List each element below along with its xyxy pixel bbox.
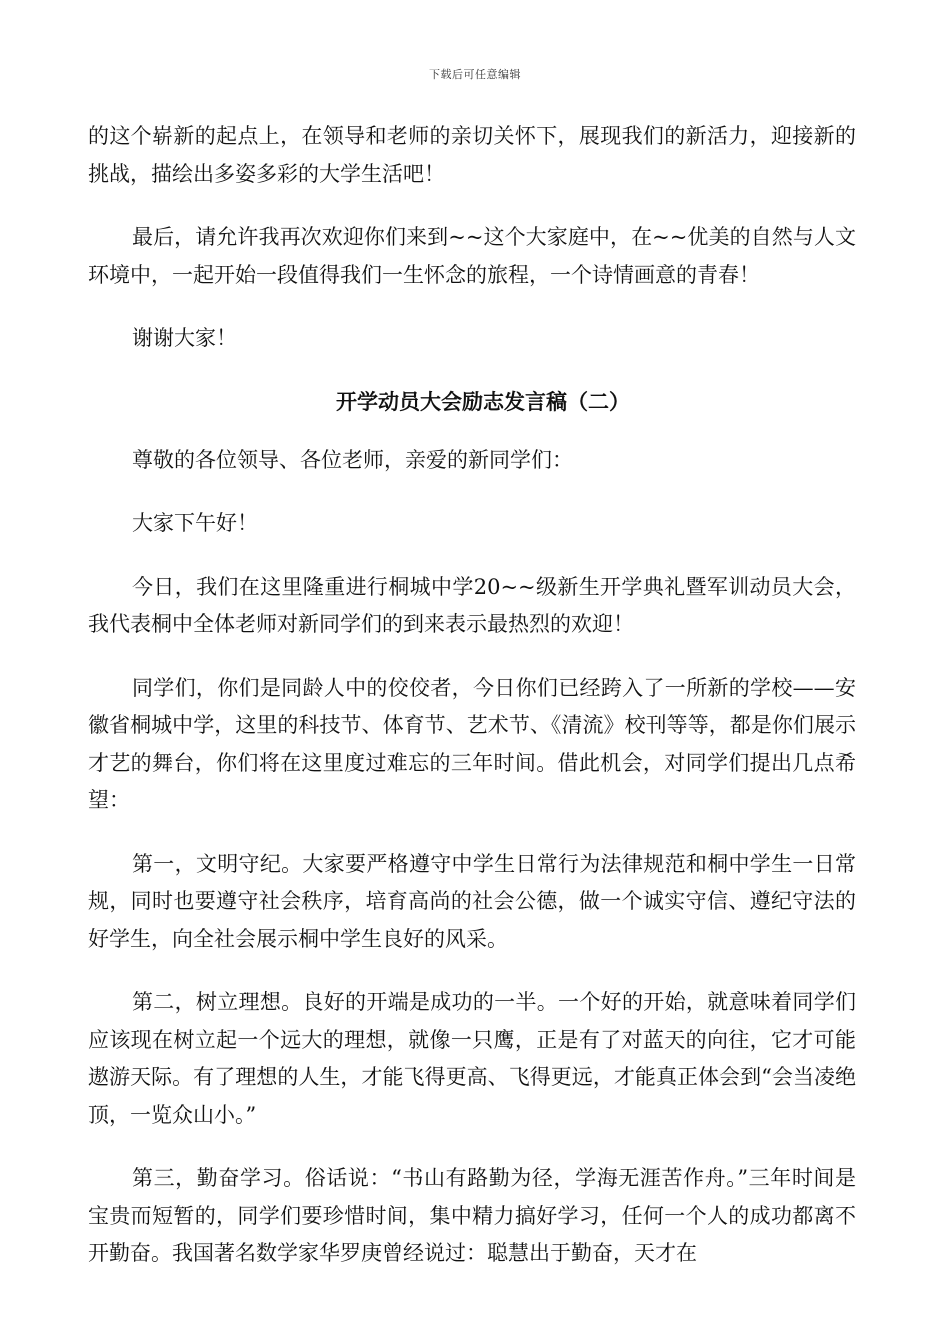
- paragraph-point-three: 第三，勤奋学习。俗话说：“书山有路勤为径，学海无涯苦作舟。”三年时间是宝贵而短暂的，同学们要珍惜时间，集中精力搞好学习，任何一个人的成功都离不开勤奋。我国著名数学家华罗庚曾经说过：聪慧出于勤奋，天才在: [88, 1166, 856, 1265]
- section-title: 开学动员大会励志发言稿（二）: [336, 388, 630, 414]
- paragraph-salutation: 尊敬的各位领导、各位老师，亲爱的新同学们：: [132, 447, 573, 472]
- paragraph-closing-welcome: 最后，请允许我再次欢迎你们来到~~这个大家庭中，在~~优美的自然与人文环境中，一起开始一段值得我们一生怀念的旅程，一个诗情画意的青春！: [88, 225, 856, 287]
- document-body: [88, 118, 856, 1299]
- paragraph-greeting: 大家下午好！: [132, 511, 258, 535]
- page-header: 下载后可任意编辑: [429, 68, 521, 81]
- paragraph-continuation: 的这个崭新的起点上，在领导和老师的亲切关怀下，展现我们的新活力，迎接新的挑战，描绘出多姿多彩的大学生活吧！: [88, 124, 856, 186]
- paragraph-point-one: 第一，文明守纪。大家要严格遵守中学生日常行为法律规范和桐中学生一日常规，同时也要遵守社会秩序，培育高尚的社会公德，做一个诚实守信、遵纪守法的好学生，向全社会展示桐中学生良好的风采。: [88, 851, 856, 951]
- paragraph-thanks: 谢谢大家！: [132, 326, 237, 350]
- paragraph-point-two: 第二，树立理想。良好的开端是成功的一半。一个好的开始，就意味着同学们应该现在树立起一个远大的理想，就像一只鹰，正是有了对蓝天的向往，它才可能遨游天际。有了理想的人生，才能飞得更高、飞得更远，才能真正体会到“会当凌绝顶，一览众山小。”: [88, 990, 856, 1127]
- paragraph-introduction: 同学们，你们是同龄人中的佼佼者，今日你们已经跨入了一所新的学校——安徽省桐城中学，这里的科技节、体育节、艺术节、《清流》校刊等等，都是你们展示才艺的舞台，你们将在这里度过难忘的三年时间。借此机会，对同学们提出几点希望：: [88, 675, 856, 812]
- paragraph-welcome: 今日，我们在这里隆重进行桐城中学20~~级新生开学典礼暨军训动员大会，我代表桐中全体老师对新同学们的到来表示最热烈的欢迎！: [88, 574, 856, 636]
